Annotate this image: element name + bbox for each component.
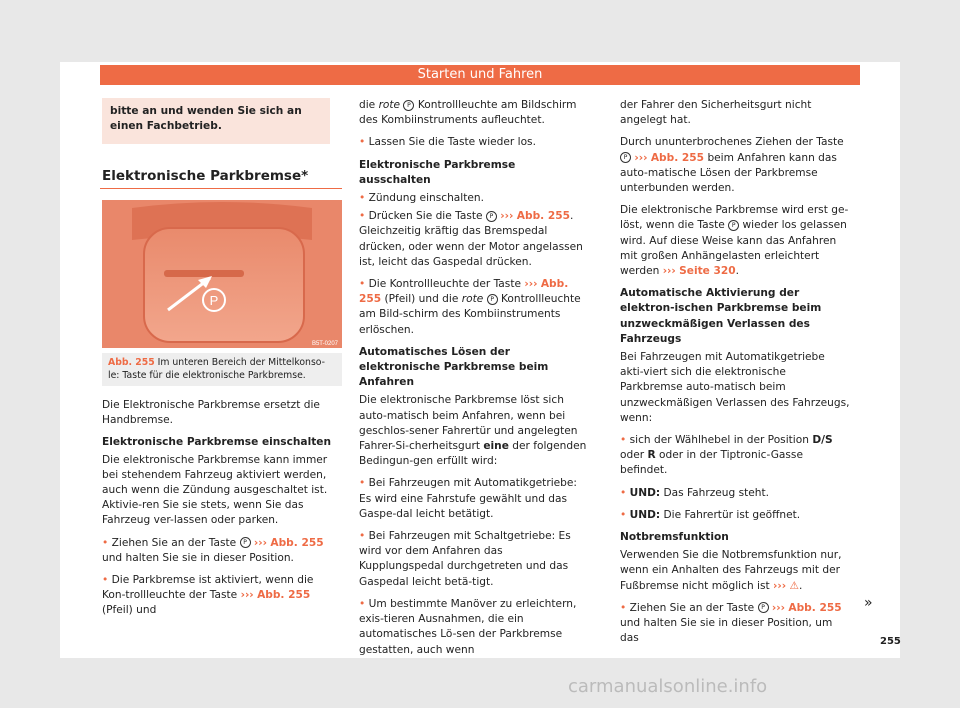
bullet-item: • Die Parkbremse ist aktiviert, wenn die Kon-trollleuchte der Taste ››› Abb. 255 (Pfeil) und	[102, 574, 314, 617]
parking-brake-icon: P	[403, 100, 414, 111]
bullet-icon: •	[102, 574, 109, 587]
figure-caption	[102, 353, 342, 386]
bullet-item: • UND: Die Fahrertür ist geöffnet.	[620, 508, 801, 521]
bullet-item: • Drücken Sie die Taste P ››› Abb. 255. Gleichzeitig kräftig das Bremspedal drücken, oder wenn der Motor angelassen ist, leicht das Gaspedal drücken.	[359, 210, 583, 268]
page-link[interactable]: Seite 320	[679, 265, 736, 278]
figure-link[interactable]: Abb. 255	[650, 151, 705, 164]
section-divider	[100, 188, 342, 189]
figure-code: B5T-0207	[311, 341, 338, 347]
bullet-item: • Ziehen Sie an der Taste P ››› Abb. 255 und halten Sie sie in dieser Position, um das	[620, 601, 842, 645]
paragraph: die rote P Kontrollleuchte am Bildschirm des Kombiinstruments aufleuchtet.	[359, 99, 577, 127]
parking-brake-icon: P	[240, 537, 251, 548]
bullet-item: • Bei Fahrzeugen mit Automatikgetriebe: Es wird eine Fahrstufe gewählt und das Gaspe-dal leicht betätigt.	[359, 477, 577, 520]
bullet-item: • Die Kontrollleuchte der Taste ››› Abb. 255 (Pfeil) und die rote P Kontrollleuchte am Bild-schirm des Kombiinstruments erlöschen.	[359, 278, 581, 336]
subheading: Elektronische Parkbremse ausschalten	[359, 158, 516, 186]
watermark: carmanualsonline.info	[568, 676, 768, 697]
svg-text:P: P	[209, 293, 219, 308]
subheading: Notbremsfunktion	[620, 531, 729, 544]
paragraph: Die elektronische Parkbremse löst sich auto-matisch beim Anfahren, wenn bei geschlos-sener Fahrertür und angelegten Fahrer-Si-cherheitsgurt eine der folgenden Bedingun-gen erfüllt wird:	[359, 394, 587, 468]
bullet-icon: •	[102, 536, 109, 549]
paragraph: Verwenden Sie die Notbremsfunktion nur, wenn ein Anhalten des Fahrzeugs mit der Fußbremse nicht möglich ist ››› ⚠.	[620, 549, 842, 592]
parking-brake-icon: P	[620, 152, 631, 163]
figure-label: Abb. 255	[108, 357, 155, 368]
paragraph: der Fahrer den Sicherheitsgurt nicht angelegt hat.	[620, 99, 812, 127]
figure-link[interactable]: Abb. 255	[270, 536, 324, 549]
bullet-item: • Zündung einschalten.	[359, 192, 484, 205]
subheading: Automatisches Lösen der elektronische Parkbremse beim Anfahren	[359, 345, 549, 389]
bullet-item: • UND: Das Fahrzeug steht.	[620, 486, 770, 499]
bullet-item: • Bei Fahrzeugen mit Schaltgetriebe: Es wird vor dem Anfahren das Kupplungspedal durchgetreten und das Gaspedal leicht betä-tigt.	[359, 530, 571, 588]
figure-link[interactable]: Abb. 255	[516, 210, 570, 223]
figure-link[interactable]: Abb. 255	[359, 278, 569, 306]
page-number: 255	[880, 636, 901, 647]
paragraph: Durch ununterbrochenes Ziehen der Taste P ››› Abb. 255 beim Anfahren kann das auto-matische Lösen der Parkbremse unterbunden werden.	[620, 136, 844, 195]
column-1	[102, 398, 332, 626]
figure-link[interactable]: Abb. 255	[257, 589, 311, 602]
paragraph: Die elektronische Parkbremse wird erst ge-löst, wenn die Taste P wieder los gelassen wird. Auf diese Weise kann das Anfahren mit großen Anhängelasten erleichtert werden ››› Seite 320.	[620, 204, 849, 278]
figure-caption-text: Im unteren Bereich der Mittelkonso-le: Taste für die elektronische Parkbremse.	[108, 357, 326, 381]
warning-triangle-icon[interactable]: ⚠	[789, 579, 800, 592]
column-2	[359, 98, 589, 665]
parking-brake-icon: P	[728, 220, 739, 231]
bullet-item: • sich der Wählhebel in der Position D/S oder R oder in der Tiptronic-Gasse befindet.	[620, 434, 833, 477]
bullet-item: • Lassen Sie die Taste wieder los.	[359, 136, 536, 149]
subheading: Elektronische Parkbremse einschalten	[102, 436, 332, 449]
column-3	[620, 98, 850, 654]
parking-brake-icon: P	[486, 211, 497, 222]
parking-brake-button-illustration	[102, 200, 342, 348]
paragraph: Die elektronische Parkbremse kann immer bei stehendem Fahrzeug aktiviert werden, auch wenn die Zündung ausgeschaltet ist. Aktivie-ren Sie sie stets, wenn Sie das Fahrzeug ver-lassen oder parken.	[102, 453, 328, 527]
parking-brake-icon: P	[758, 602, 769, 613]
paragraph: Bei Fahrzeugen mit Automatikgetriebe akti-viert sich die elektronische Parkbremse auto-matisch beim unzweckmäßigen Verlassen des Fahrzeugs, wenn:	[620, 351, 850, 424]
notice-text: bitte an und wenden Sie sich an einen Fachbetrieb.	[110, 105, 302, 132]
continue-arrow-icon: »	[864, 595, 873, 611]
parking-brake-icon: P	[487, 294, 498, 305]
bullet-item: • Um bestimmte Manöver zu erleichtern, exis-tieren Ausnahmen, die ein automatisches Lö-sen der Parkbremse gestatten, auch wenn	[359, 597, 577, 656]
paragraph: Die Elektronische Parkbremse ersetzt die Handbremse.	[102, 399, 320, 427]
figure-link[interactable]: Abb. 255	[788, 601, 842, 614]
notice-box	[102, 98, 330, 144]
section-title: Elektronische Parkbremse*	[102, 168, 309, 184]
bullet-item: • Ziehen Sie an der Taste P ››› Abb. 255 und halten Sie sie in dieser Position.	[102, 536, 324, 564]
figure-parking-brake	[102, 200, 342, 348]
subheading: Automatische Aktivierung der elektron-ischen Parkbremse beim unzweckmäßigen Verlassen des Fahrzeugs	[620, 287, 822, 345]
page-header: Starten und Fahren	[100, 65, 860, 85]
